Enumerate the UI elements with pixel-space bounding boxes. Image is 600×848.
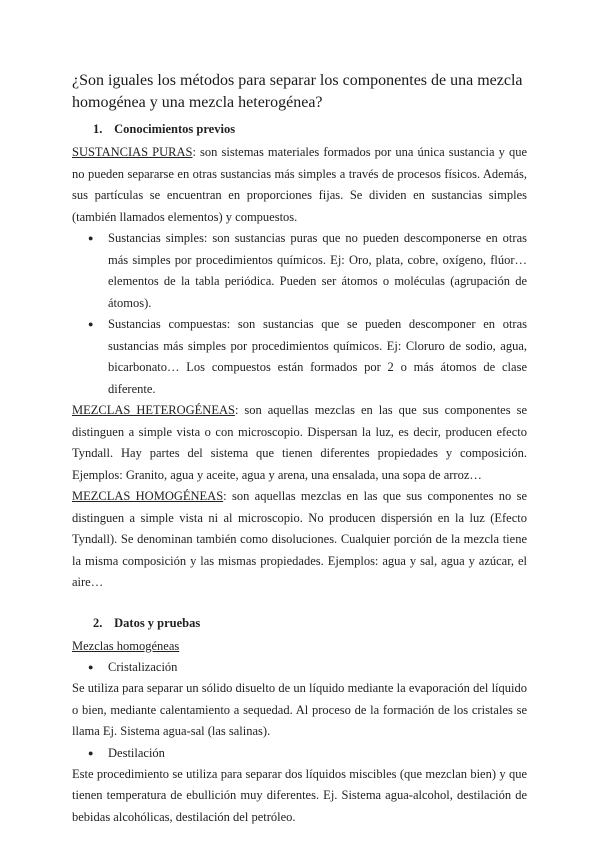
substance-types-list <box>72 228 527 400</box>
definition-mezclas-heterogeneas <box>72 400 527 486</box>
definition-text: : son aquellas mezclas en las que sus componentes no se distinguen a simple vista ni al microscopio. No producen dispersión en la luz (Efecto Tyndall). Se denominan también como disoluciones. Cualquier porción de la mezcla tiene la misma composición y las mismas propiedades. Ejemplos: agua y sal, agua y azúcar, el aire… <box>72 489 528 589</box>
section-1-number: 1. <box>93 122 103 136</box>
section-1-heading <box>93 120 527 138</box>
method-destilacion-text: Este procedimiento se utiliza para separar dos líquidos miscibles (que mezclan bien) y que tienen temperatura de ebullición muy diferentes. Ej. Sistema agua-alcohol, destilación de bebidas alcohólicas, destilación del petróleo. <box>72 766 527 824</box>
definition-mezclas-homogeneas <box>72 486 527 594</box>
subheading-mezclas-homogeneas: Mezclas homogéneas <box>72 638 180 653</box>
document-title: ¿Son iguales los métodos para separar los componentes de una mezcla homogénea y una mezcla heterogénea? <box>72 72 523 111</box>
section-2-heading <box>93 614 527 632</box>
section-1-title: Conocimientos previos <box>114 122 236 136</box>
definition-text: : son sistemas materiales formados por una única sustancia y que no pueden separarse en otras sustancias más simples a través de procesos físicos. Además, sus partículas se encuentran en proporciones fijas. Se dividen en sustancias simples (también llamados elementos) y compuestos. <box>72 145 527 224</box>
definition-sustancias-puras <box>72 142 527 228</box>
term-sustancias-puras: SUSTANCIAS PURAS <box>72 145 193 159</box>
method-cristalizacion: ● Cristalización <box>72 657 527 678</box>
spacer <box>72 594 527 614</box>
definition-text: : son aquellas mezclas en las que sus componentes se distinguen a simple vista o con microscopio. Dispersan la luz, es decir, producen efecto Tyndall. Hay partes del sistema que tienen diferentes propiedades y composición. Ejemplos: Granito, agua y aceite, agua y arena, una ensalada, una sopa de arroz… <box>72 403 527 482</box>
term-mezclas-homogeneas: MEZCLAS HOMOGÉNEAS <box>72 489 224 503</box>
document-body <box>72 120 527 828</box>
section-2-title: Datos y pruebas <box>114 615 201 630</box>
list-item: ● Sustancias compuestas: son sustancias que se pueden descomponer en otras sustancias más simples por procedimientos químicos. Ej: Cloruro de sodio, agua, bicarbonato… Los compuestos están formados por 2 o más átomos de clase diferente. <box>72 314 527 400</box>
list-item: ● Sustancias simples: son sustancias puras que no pueden descomponerse en otras más simples por procedimientos químicos. Ej: Oro, plata, cobre, oxígeno, flúor… elementos de la tabla periódica. Pueden ser átomos o moléculas (agrupación de átomos). <box>72 228 527 314</box>
term-mezclas-heterogeneas: MEZCLAS HETEROGÉNEAS <box>72 403 235 417</box>
section-2-number: 2. <box>93 615 103 630</box>
method-destilacion: ● Destilación <box>72 743 527 764</box>
method-cristalizacion-text: Se utiliza para separar un sólido disuelto de un líquido mediante la evaporación del líquido o bien, mediante calentamiento a sequedad. Al proceso de la formación de los cristales se llama Ej. Sistema agua-sal (las salinas). <box>72 681 527 738</box>
